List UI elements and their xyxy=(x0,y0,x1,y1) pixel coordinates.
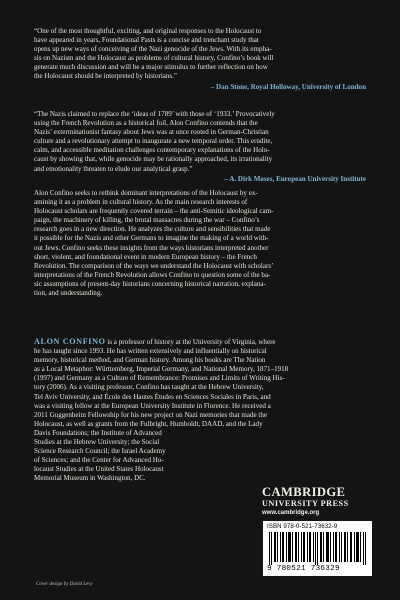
bio-line: memory, historical method, and German history. Among his books are The Nation xyxy=(34,356,266,365)
barcode-number: 9 780521 736329 xyxy=(267,565,340,573)
publisher-url: www.cambridge.org xyxy=(262,510,320,516)
bio-line: tory (2006). As a visiting professor, Confino has taught at the Hebrew University, xyxy=(34,383,264,392)
description-line: paign, the machinery of killing, the brutal massacres during the war – Confino’s xyxy=(34,216,260,225)
bio-line: (1997) and Germany as a Culture of Remembrance: Promises and Limits of Writing His- xyxy=(34,374,285,383)
bio-line: was a visiting fellow at the European University Institute in Florence. He received a xyxy=(34,401,271,410)
bio-line: Studies at the Hebrew University; the Social xyxy=(34,438,160,447)
description-line: amining it as a problem in cultural history. As the main research interests of xyxy=(34,198,248,207)
quote-line: Nazis’ exterminationist fantasy about Jews was at once rooted in German-Christian xyxy=(34,128,269,137)
quote-line: using the French Revolution as a historical foil, Alon Confino contends that the xyxy=(34,119,258,128)
quote-line: caust by showing that, while genocide may be rationally approached, its irrationality xyxy=(34,155,273,164)
quote-line: “The Nazis claimed to replace the ‘ideas of 1789’ with those of ‘1933.’ Provocatively xyxy=(34,110,275,118)
publisher-subtitle: UNIVERSITY PRESS xyxy=(262,499,349,508)
quote-line: “One of the most thoughtful, exciting, and original responses to the Holocaust to xyxy=(34,27,262,35)
quote-line: culture and a revolutionary attempt to inaugurate a new temporal order. This erudite, xyxy=(34,137,273,146)
description-line: Holocaust scholars are frequently covered terrain – the anti-Semitic ideological cam- xyxy=(34,207,274,216)
description-line: Alon Confino seeks to rethink dominant interpretations of the Holocaust by ex- xyxy=(34,189,258,197)
bio-line: 2011 Guggenheim Fellowship for his new project on Nazi memories that made the xyxy=(34,410,268,419)
quote-line: opens up new ways of conceiving of the Nazi genocide of the Jews. With its empha- xyxy=(34,45,272,54)
bio-line: locaust Studies at the United States Holocaust xyxy=(34,465,164,474)
quote-line: sis on Nazism and the Holocaust as problems of cultural history, Confino’s book will xyxy=(34,54,274,63)
bio-line: he has taught since 1993. He has written extensively and influentially on historical xyxy=(34,347,267,356)
cover-design-credit: Cover design by David Levy xyxy=(36,582,93,587)
bio-text: is a professor of history at the University of Virginia, where xyxy=(107,338,276,346)
bio-line: as a Local Metaphor: Württemberg, Imperial Germany, and National Memory, 1871–1918 xyxy=(34,365,289,374)
bio-line: Tel Aviv University, and École des Hautes Études en Sciences Sociales in Paris, and xyxy=(34,392,271,401)
quote-line: have appeared in years, Foundational Pasts is a concise and trenchant study that xyxy=(34,36,259,45)
quote-attribution: – A. Dirk Moses, European University Institute xyxy=(224,174,366,183)
quote-attribution: – Dan Stone, Royal Holloway, University of London xyxy=(210,82,366,91)
author-bio xyxy=(34,337,366,484)
description-line: tion, and understanding. xyxy=(34,289,103,298)
description-line: it possible for the Nazis and other Germans to imagine the making of a world with- xyxy=(34,234,269,243)
barcode-icon xyxy=(267,532,368,565)
book-description xyxy=(34,189,366,298)
endorsement-quote-1 xyxy=(34,27,366,92)
quote-line: generate much discussion and will be a major stimulus to further reflection on how xyxy=(34,63,268,72)
bio-line: Davis Foundations; the Institute of Advanced xyxy=(34,428,162,437)
description-line: out Jews. Confino seeks these insights from the ways historians interpreted another xyxy=(34,243,269,252)
bio-line: Holocaust, as well as grants from the Fulbright, Humboldt, DAAD, and the Lady xyxy=(34,419,263,428)
barcode-panel xyxy=(263,521,372,576)
bio-line: Memorial Museum in Washington, DC. xyxy=(34,474,146,483)
description-line: research goes in a new direction. He analyzes the culture and sensibilities that made xyxy=(34,225,271,234)
description-line: short, violent, and foundational event in modern European history – the French xyxy=(34,252,257,261)
bio-continuation xyxy=(34,429,248,484)
publisher-logo xyxy=(262,486,370,517)
author-name: ALON CONFINO xyxy=(34,337,106,346)
bio-line xyxy=(34,337,366,347)
bio-line: Science Research Council; the Israel Academy xyxy=(34,447,166,456)
quote-line: the Holocaust should be interpreted by historians.” xyxy=(34,72,178,81)
description-line: sic assumptions of present-day historians concerning historical narration, explana- xyxy=(34,279,266,288)
quote-line: and emotionality threaten to elude our analytical grasp.” xyxy=(34,164,193,173)
isbn-text: ISBN 978-0-521-73632-9 xyxy=(267,523,338,530)
bio-line: of Sciences; and the Center for Advanced Ho- xyxy=(34,456,164,465)
endorsement-quote-2 xyxy=(34,110,366,184)
description-line: Revolution. The comparison of the ways we understand the Holocaust with scholars’ xyxy=(34,261,274,270)
publisher-name: CAMBRIDGE xyxy=(262,485,346,499)
quote-line: calm, and accessible meditation challenges contemporary explanations of the Holo- xyxy=(34,146,270,155)
description-line: interpretations of the French Revolution allows Confino to question some of the ba- xyxy=(34,270,271,279)
